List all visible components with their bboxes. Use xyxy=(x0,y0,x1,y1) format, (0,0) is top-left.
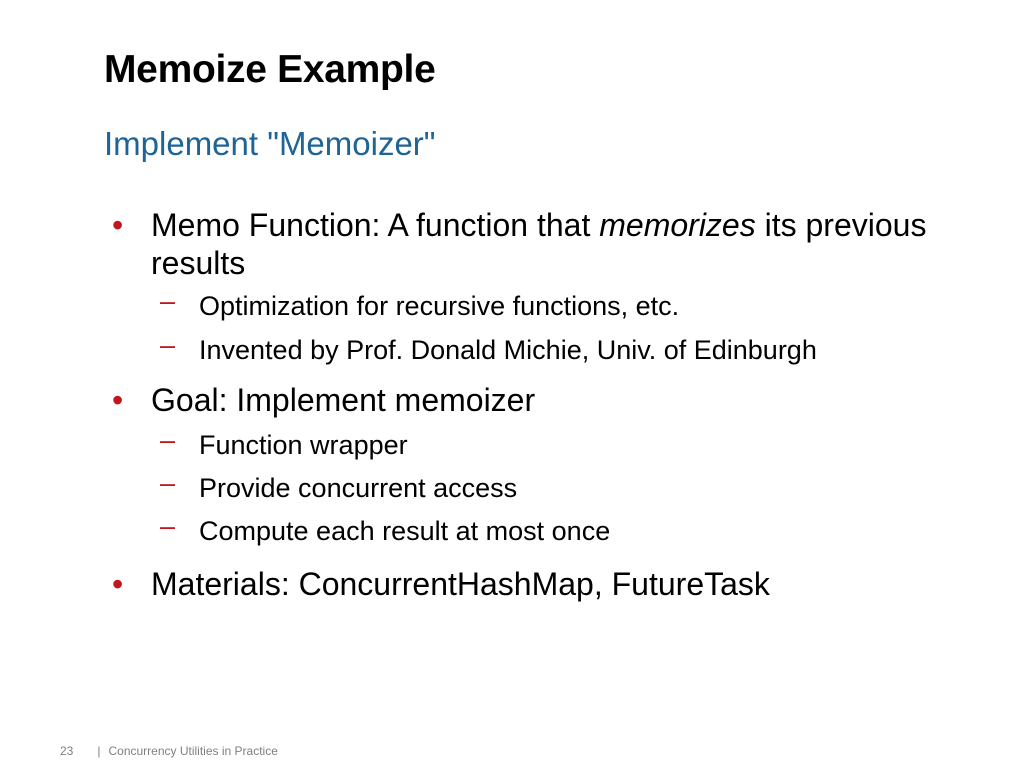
sub-bullet-text: Function wrapper xyxy=(199,430,408,460)
dash-icon: – xyxy=(160,425,176,455)
sub-bullet-item xyxy=(110,286,1000,323)
bullet-text xyxy=(151,207,926,281)
page-number: 23 xyxy=(60,744,74,758)
bullet-item xyxy=(110,206,1000,282)
bullet-list xyxy=(110,206,1000,603)
bullet-dot-icon: • xyxy=(112,207,124,243)
sub-bullet-text: Optimization for recursive functions, etc. xyxy=(199,291,680,321)
bullet-dot-icon: • xyxy=(112,566,124,602)
bullet-text-emphasis: memorizes xyxy=(599,207,756,243)
bullet-text: Materials: ConcurrentHashMap, FutureTask xyxy=(151,566,770,602)
bullet-item xyxy=(110,381,1000,419)
slide-title: Memoize Example xyxy=(104,48,436,91)
sub-bullet-item xyxy=(110,425,1000,462)
sub-bullet-text: Compute each result at most once xyxy=(199,516,611,546)
bullet-item xyxy=(110,565,1000,603)
slide-subtitle: Implement "Memoizer" xyxy=(104,125,436,162)
dash-icon: – xyxy=(160,468,176,498)
footer-text: Concurrency Utilities in Practice xyxy=(108,744,278,758)
dash-icon: – xyxy=(160,511,176,541)
sub-bullet-text: Invented by Prof. Donald Michie, Univ. of Edinburgh xyxy=(199,335,817,365)
bullet-dot-icon: • xyxy=(112,382,124,418)
sub-bullet-text: Provide concurrent access xyxy=(199,473,518,503)
footer-separator: | xyxy=(97,744,101,758)
bullet-text-after: its previous results xyxy=(151,207,927,281)
sub-bullet-item xyxy=(110,330,1000,367)
dash-icon: – xyxy=(160,330,176,360)
dash-icon: – xyxy=(160,286,176,316)
bullet-text-before: Memo Function: A function that xyxy=(151,207,600,243)
sub-bullet-item xyxy=(110,468,1000,505)
sub-bullet-item xyxy=(110,511,1000,548)
bullet-text: Goal: Implement memoizer xyxy=(151,382,536,418)
slide-footer xyxy=(60,744,278,758)
